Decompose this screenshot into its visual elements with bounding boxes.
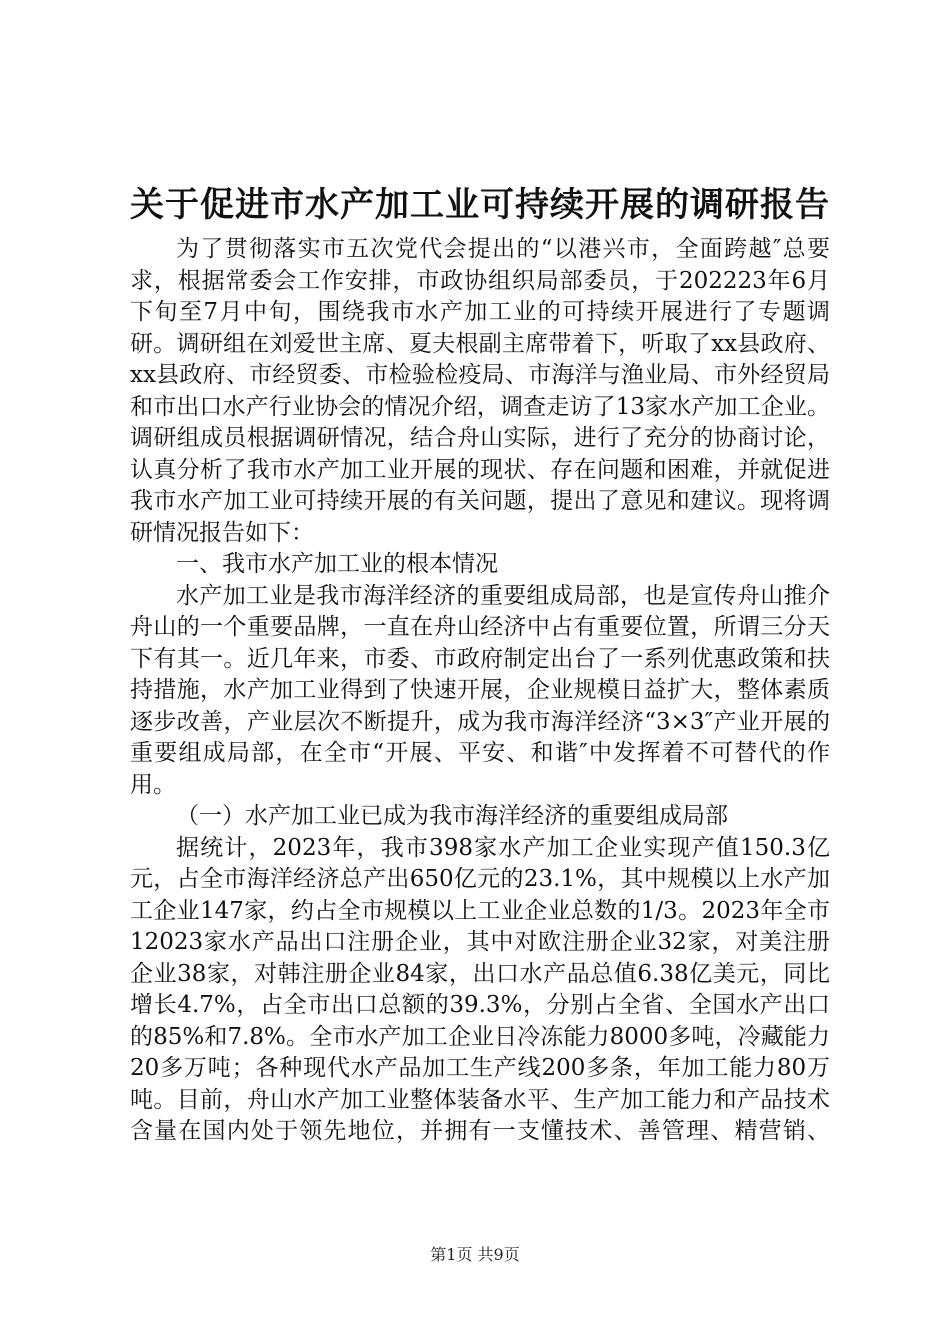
paragraph-intro: 为了贯彻落实市五次党代会提出的“以港兴市，全面跨越″总要求，根据常委会工作安排，市政协组织局部委员，于202223年6月下旬至7月中旬，围绕我市水产加工业的可持续开展进行了专题调研。调研组在刘爱世主席、夏夫根副主席带着下，听取了xx县政府、xx县政府、市经贸委、市检验检疫局、市海洋与渔业局、市外经贸局和市出口水产行业协会的情况介绍，调查走访了13家水产加工企业。调研组成员根据调研情况，结合舟山实际，进行了充分的协商讨论，认真分析了我市水产加工业开展的现状、存在问题和困难，并就促进我市水产加工业可持续开展的有关问题，提出了意见和建议。现将调研情况报告如下： — [130, 236, 830, 546]
page-number: 第1页 共9页 — [430, 1245, 520, 1264]
section-heading-1: 一、我市水产加工业的根本情况 — [176, 551, 498, 577]
subsection-heading-1: （一）水产加工业已成为我市海洋经济的重要组成局部 — [176, 803, 728, 829]
document-body — [130, 234, 830, 1148]
paragraph-overview: 水产加工业是我市海洋经济的重要组成局部，也是宣传舟山推介舟山的一个重要品牌，一直在舟山经济中占有重要位置，所谓三分天下有其一。近几年来，市委、市政府制定出台了一系列优惠政策和扶持措施，水产加工业得到了快速开展，企业规模日益扩大，整体素质逐步改善，产业层次不断提升，成为我市海洋经济“3×3″产业开展的重要组成局部，在全市“开展、平安、和谐″中发挥着不可替代的作用。 — [130, 582, 830, 798]
document-title: 关于促进市水产加工业可持续开展的调研报告 — [130, 185, 830, 225]
paragraph-statistics: 据统计，2023年，我市398家水产加工企业实现产值150.3亿元，占全市海洋经济总产出650亿元的23.1%，其中规模以上水产加工企业147家，约占全市规模以上工业企业总数的1/3。2023年全市12023家水产品出口注册企业，其中对欧注册企业32家，对美注册企业38家，对韩注册企业84家，出口水产品总值6.38亿美元，同比增长4.7%，占全市出口总额的39.3%，分别占全省、全国水产出口的85%和7.8%。全市水产加工企业日冷冻能力8000多吨，冷藏能力20多万吨；各种现代水产品加工生产线200多条，年加工能力80万吨。目前，舟山水产加工业整体装备水平、生产加工能力和产品技术含量在国内处于领先地位，并拥有一支懂技术、善管理、精营销、 — [130, 834, 830, 1144]
